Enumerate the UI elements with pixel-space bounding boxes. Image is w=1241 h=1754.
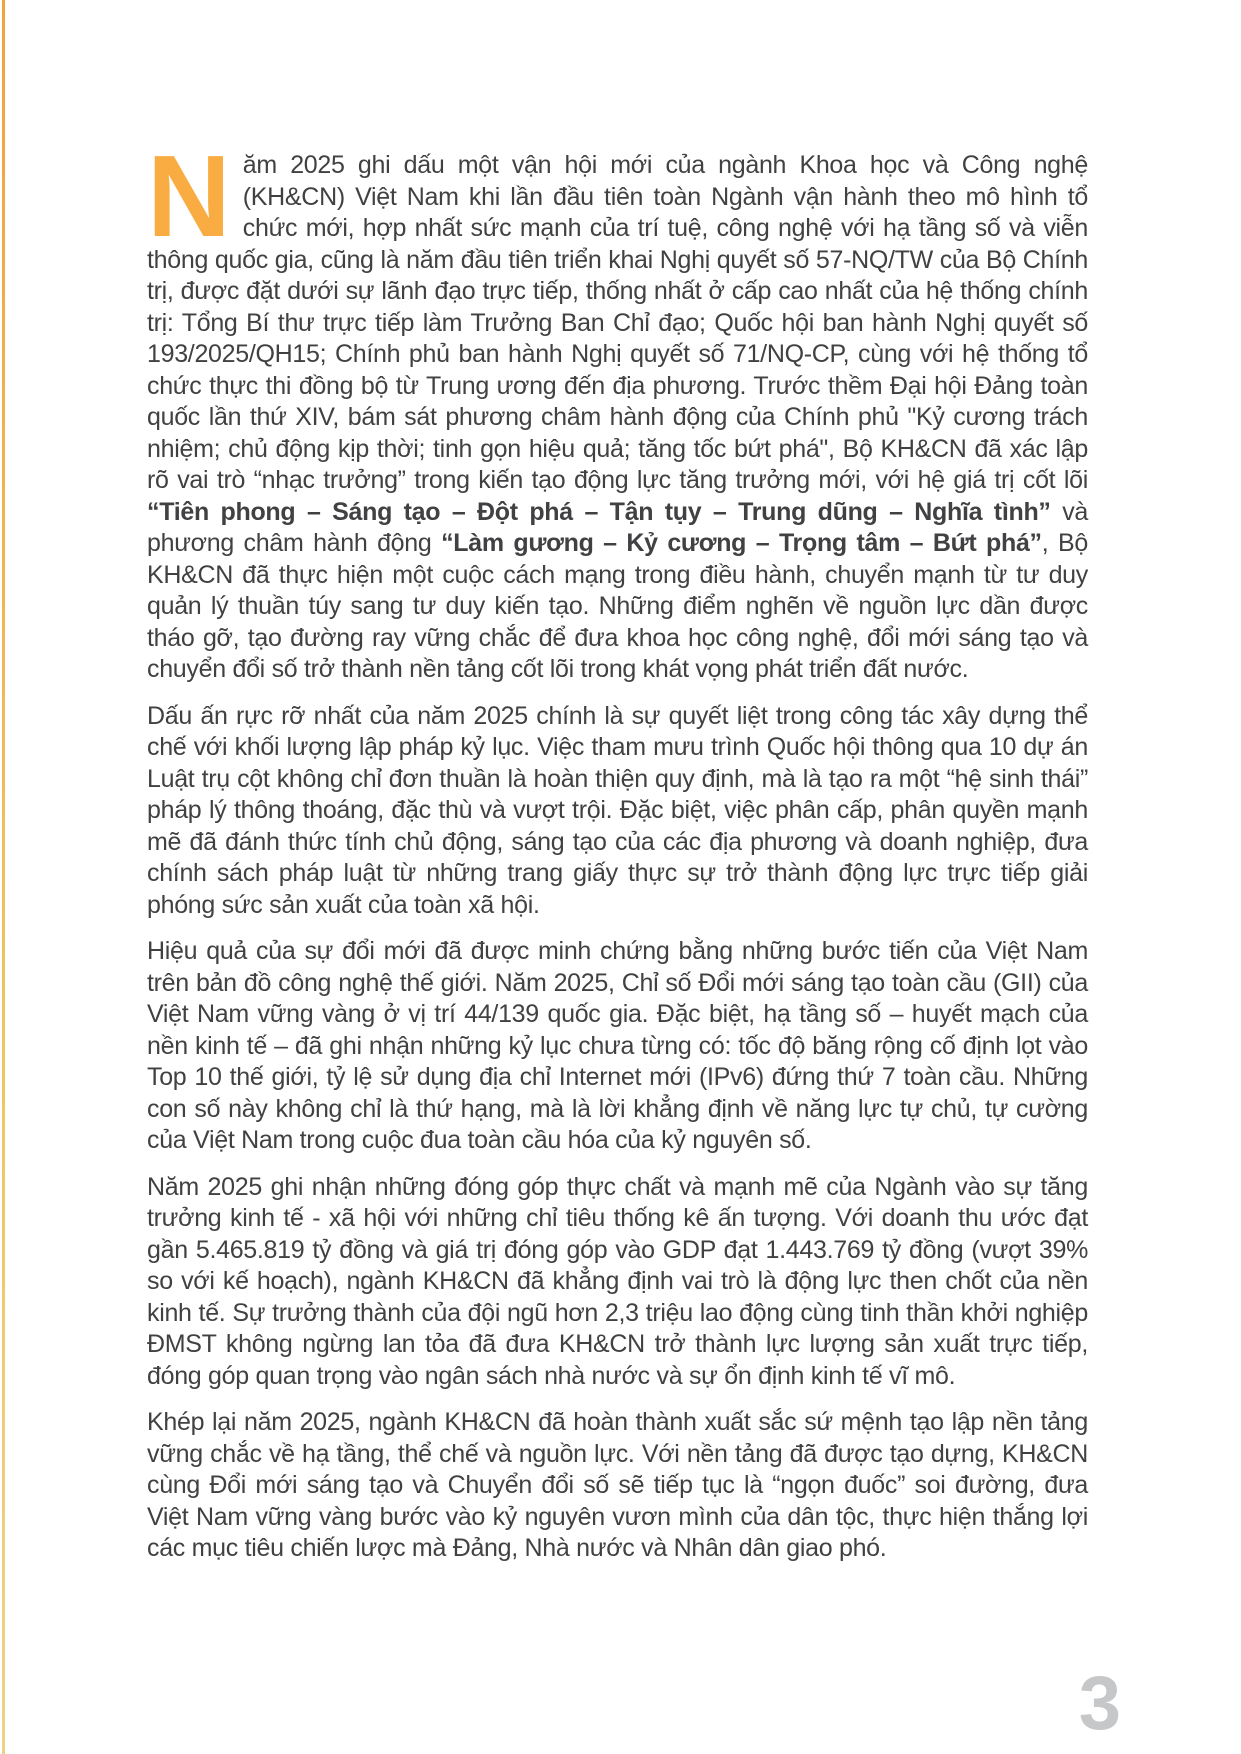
text-run: Khép lại năm 2025, ngành KH&CN đã hoàn thành xuất sắc sứ mệnh tạo lập nền tảng vững chắc về hạ tầng, thể chế và nguồn lực. Với nền tảng đã được tạo dựng, KH&CN cùng Đổi mới sáng tạo và Chuyển đổi số sẽ tiếp tục là “ngọn đuốc” soi đường, đưa Việt Nam vững vàng bước vào kỷ nguyên vươn mình của dân tộc, thực hiện thắng lợi các mục tiêu chiến lược mà Đảng, Nhà nước và Nhân dân giao phó.	[147, 1408, 1088, 1562]
text-run: ăm 2025 ghi dấu một vận hội mới của ngành Khoa học và Công nghệ (KH&CN) Việt Nam khi lần đầu tiên toàn Ngành vận hành theo mô hình tổ chức mới, hợp nhất sức mạnh của trí tuệ, công nghệ với hạ tầng số và viễn thông quốc gia, cũng là năm đầu tiên triển khai Nghị quyết số 57-NQ/TW của Bộ Chính trị, được đặt dưới sự lãnh đạo trực tiếp, thống nhất ở cấp cao nhất của hệ thống chính trị: Tổng Bí thư trực tiếp làm Trưởng Ban Chỉ đạo; Quốc hội ban hành Nghị quyết số 193/2025/QH15; Chính phủ ban hành Nghị quyết số 71/NQ-CP, cùng với hệ thống tổ chức thực thi đồng bộ từ Trung ương đến địa phương. Trước thềm Đại hội Đảng toàn quốc lần thứ XIV, bám sát phương châm hành động của Chính phủ "Kỷ cương trách nhiệm; chủ động kịp thời; tinh gọn hiệu quả; tăng tốc bứt phá", Bộ KH&CN đã xác lập rõ vai trò “nhạc trưởng” trong kiến tạo động lực tăng trưởng mới, với hệ giá trị cốt lõi	[147, 151, 1088, 494]
paragraph	[147, 701, 1088, 922]
bold-text-run: “Tiên phong – Sáng tạo – Đột phá – Tận tụy – Trung dũng – Nghĩa tình”	[147, 497, 1051, 526]
text-run: Hiệu quả của sự đổi mới đã được minh chứng bằng những bước tiến của Việt Nam trên bản đồ công nghệ thế giới. Năm 2025, Chỉ số Đổi mới sáng tạo toàn cầu (GII) của Việt Nam vững vàng ở vị trí 44/139 quốc gia. Đặc biệt, hạ tầng số – huyết mạch của nền kinh tế – đã ghi nhận những kỷ lục chưa từng có: tốc độ băng rộng cố định lọt vào Top 10 thế giới, tỷ lệ sử dụng địa chỉ Internet mới (IPv6) đứng thứ 7 toàn cầu. Những con số này không chỉ là thứ hạng, mà là lời khẳng định về năng lực tự chủ, tự cường của Việt Nam trong cuộc đua toàn cầu hóa của kỷ nguyên số.	[147, 937, 1088, 1154]
text-run: và phương châm hành động	[147, 497, 1089, 557]
drop-cap-letter: N	[147, 131, 231, 261]
paragraph	[147, 131, 1089, 686]
paragraph	[147, 936, 1088, 1157]
text-run: Năm 2025 ghi nhận những đóng góp thực chất và mạnh mẽ của Ngành vào sự tăng trưởng kinh tế - xã hội với những chỉ tiêu thống kê ấn tượng. Với doanh thu ước đạt gần 5.465.819 tỷ đồng và giá trị đóng góp vào GDP đạt 1.443.769 tỷ đồng (vượt 39% so với kế hoạch), ngành KH&CN đã khẳng định vai trò là động lực then chốt của nền kinh tế. Sự trưởng thành của đội ngũ hơn 2,3 triệu lao động cùng tinh thần khởi nghiệp ĐMST không ngừng lan tỏa đã đưa KH&CN trở thành lực lượng sản xuất trực tiếp, đóng góp quan trọng vào ngân sách nhà nước và sự ổn định kinh tế vĩ mô.	[147, 1172, 1088, 1390]
paragraph	[147, 1172, 1088, 1393]
page-edge-accent-line	[2, 0, 5, 1754]
article-body	[147, 131, 1089, 1580]
bold-text-run: “Làm gương – Kỷ cương – Trọng tâm – Bứt phá”	[441, 529, 1042, 557]
page-number: 3	[1078, 1661, 1121, 1746]
paragraph	[147, 1407, 1088, 1565]
text-run: , Bộ KH&CN đã thực hiện một cuộc cách mạng trong điều hành, chuyển mạnh từ tư duy quản lý thuần túy sang tư duy kiến tạo. Những điểm nghẽn về nguồn lực dần được tháo gỡ, tạo đường ray vững chắc để đưa khoa học công nghệ, đổi mới sáng tạo và chuyển đổi số trở thành nền tảng cốt lõi trong khát vọng phát triển đất nước.	[147, 529, 1088, 683]
text-run: Dấu ấn rực rỡ nhất của năm 2025 chính là sự quyết liệt trong công tác xây dựng thể chế với khối lượng lập pháp kỷ lục. Việc tham mưu trình Quốc hội thông qua 10 dự án Luật trụ cột không chỉ đơn thuần là hoàn thiện quy định, mà là tạo ra một “hệ sinh thái” pháp lý thông thoáng, đặc thù và vượt trội. Đặc biệt, việc phân cấp, phân quyền mạnh mẽ đã đánh thức tính chủ động, sáng tạo của các địa phương và doanh nghiệp, đưa chính sách pháp luật từ những trang giấy thực sự trở thành động lực trực tiếp giải phóng sức sản xuất của toàn xã hội.	[147, 701, 1088, 919]
